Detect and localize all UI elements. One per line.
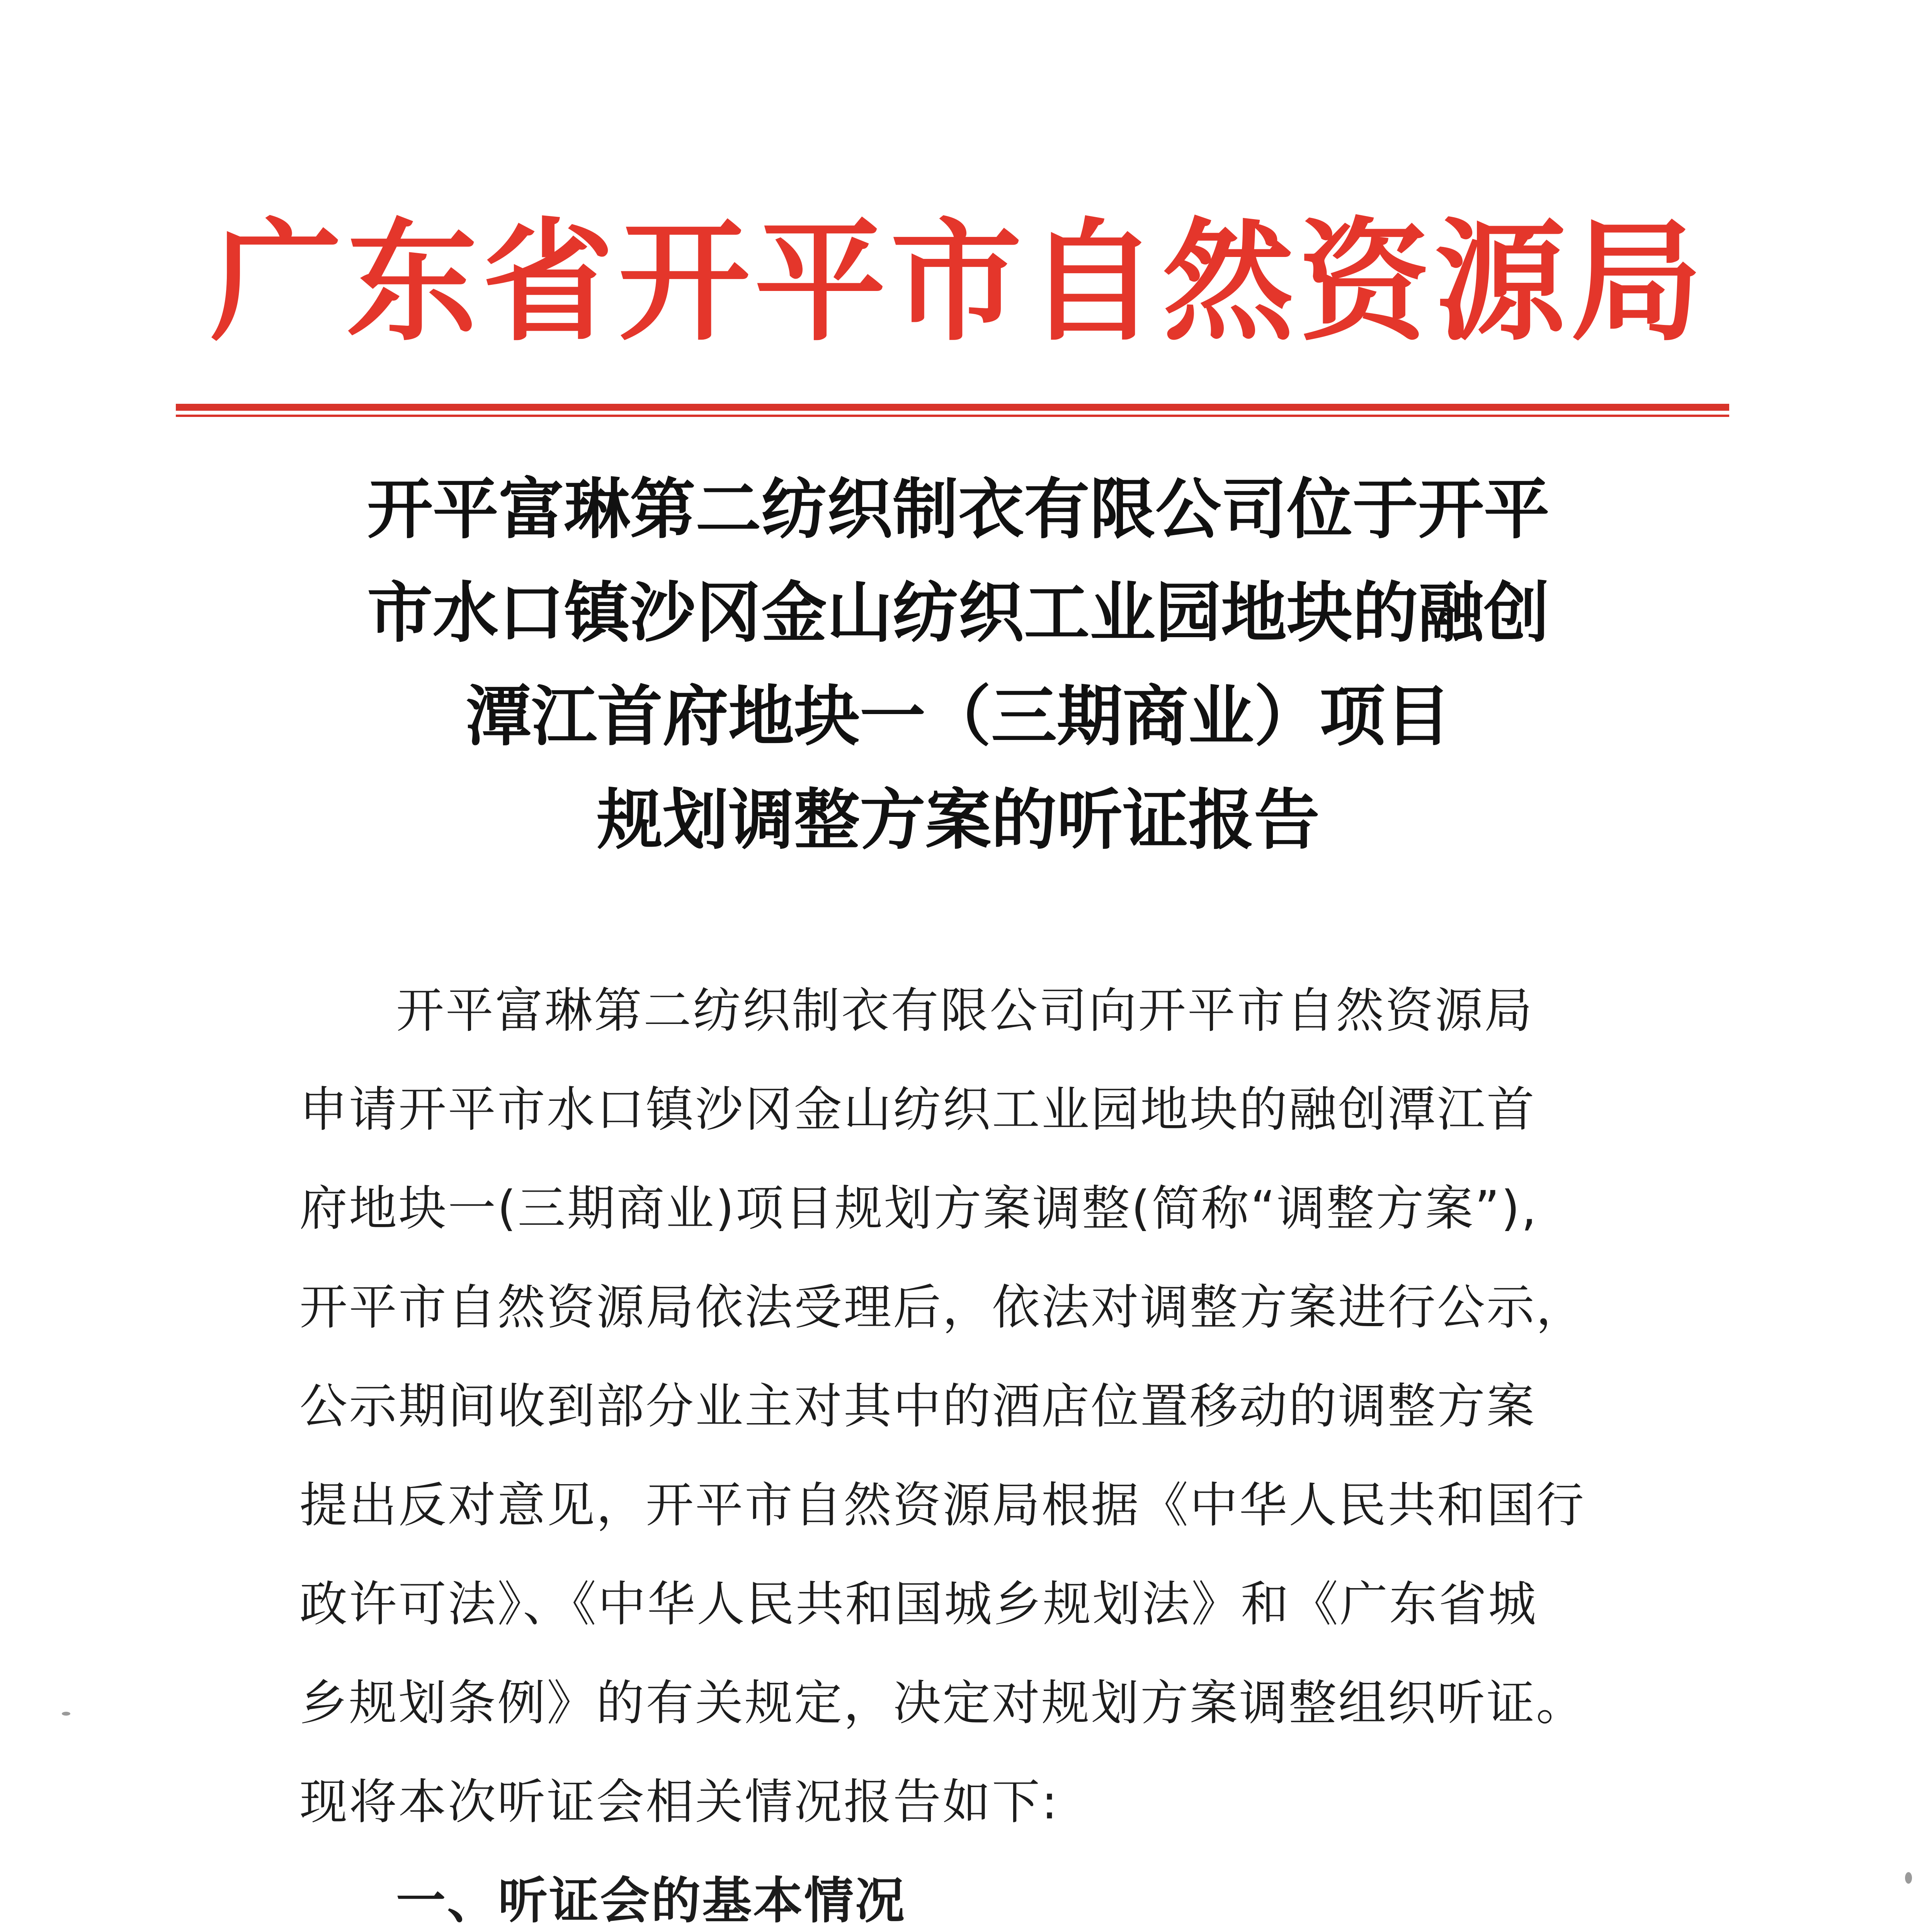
body-text xyxy=(299,961,1644,1932)
section-heading: 一、听证会的基本情况 xyxy=(396,1872,907,1930)
paragraph-line: 公示期间收到部分业主对其中的酒店位置移动的调整方案 xyxy=(299,1379,1536,1434)
paragraph-line: 提出反对意见，开平市自然资源局根据《中华人民共和国行 xyxy=(299,1478,1586,1533)
rule-thin-line xyxy=(176,415,1729,417)
title-line-4: 规划调整方案的听证报告 xyxy=(597,782,1320,859)
title-line-2: 市水口镇沙冈金山纺织工业园地块的融创 xyxy=(367,575,1550,651)
paragraph-line: 府地块一(三期商业)项目规划方案调整(简称“调整方案”), xyxy=(299,1181,1538,1236)
title-line-3: 潭江首府地块一（三期商业）项目 xyxy=(465,679,1451,755)
rule-thick-line xyxy=(176,404,1729,411)
paragraph-line: 申请开平市水口镇沙冈金山纺织工业园地块的融创潭江首 xyxy=(299,1082,1536,1138)
title-line-1: 开平富琳第二纺织制衣有限公司位于开平 xyxy=(367,471,1550,548)
document-title xyxy=(216,458,1700,872)
paragraph-line: 政许可法》、《中华人民共和国城乡规划法》和《广东省城 xyxy=(299,1577,1538,1632)
paragraph-line: 开平富琳第二纺织制衣有限公司向开平市自然资源局 xyxy=(396,983,1534,1039)
header-red-double-rule xyxy=(176,404,1729,417)
paragraph-line: 现将本次听证会相关情况报告如下: xyxy=(299,1774,1059,1830)
paragraph-line: 开平市自然资源局依法受理后，依法对调整方案进行公示， xyxy=(299,1280,1586,1335)
scan-speck xyxy=(1905,1872,1912,1884)
paragraph-line: 乡规划条例》的有关规定，决定对规划方案调整组织听证。 xyxy=(299,1675,1586,1731)
issuing-authority-header: 广东省开平市自然资源局 xyxy=(210,205,1707,359)
scan-speck xyxy=(62,1712,70,1716)
